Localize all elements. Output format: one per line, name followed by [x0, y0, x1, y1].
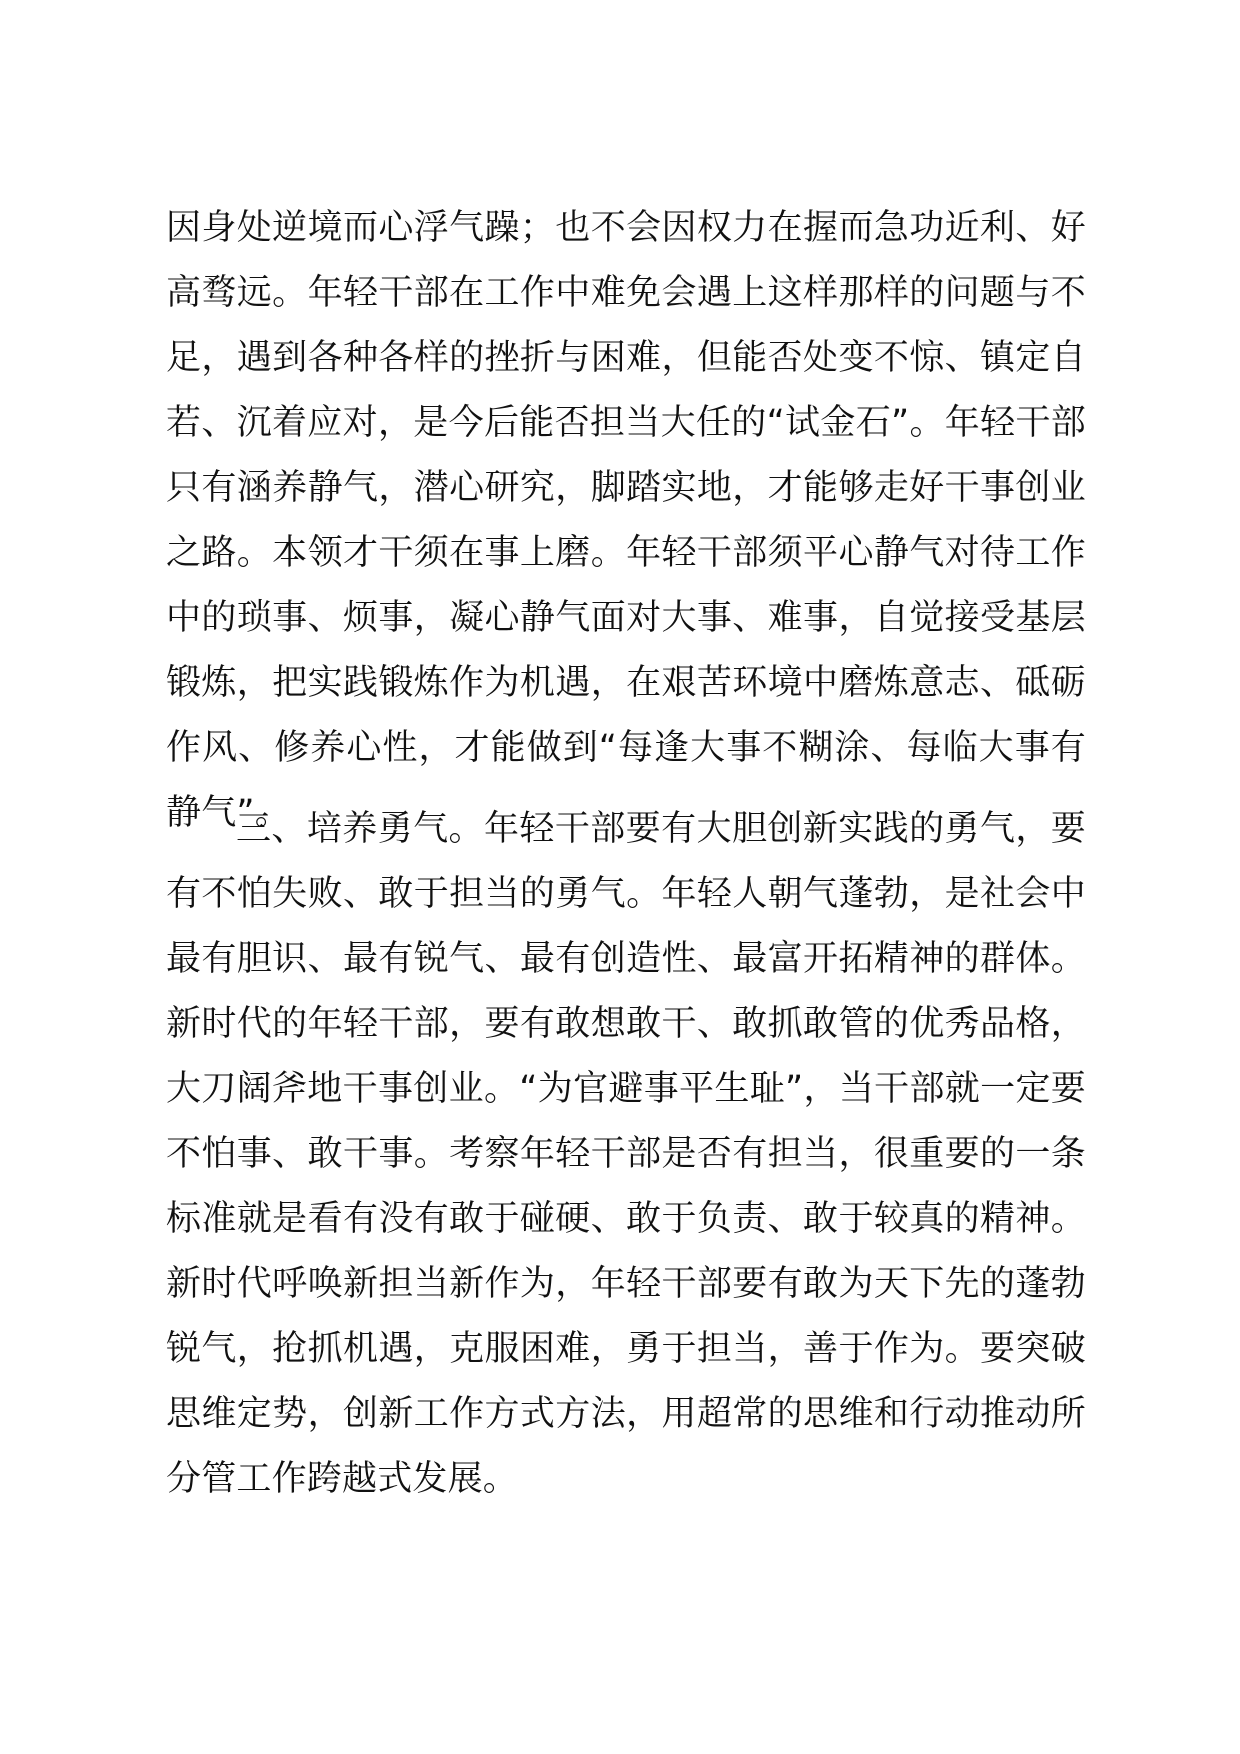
body-paragraph-continued: 因身处逆境而心浮气躁；也不会因权力在握而急功近利、好高骛远。年轻干部在工作中难免会遇上这样那样的问题与不足，遇到各种各样的挫折与困难，但能否处变不惊、镇定自若、沉着应对，是今后能否担当大任的“试金石”。年轻干部只有涵养静气，潜心研究，脚踏实地，才能够走好干事创业之路。本领才干须在事上磨。年轻干部须平心静气对待工作中的琐事、烦事，凝心静气面对大事、难事，自觉接受基层锻炼，把实践锻炼作为机遇，在艰苦环境中磨炼意志、砥砺作风、修养心性，才能做到“每逢大事不糊涂、每临大事有静气”。	[166, 208, 1086, 833]
body-paragraph-section-three: 三、培养勇气。年轻干部要有大胆创新实践的勇气，要有不怕失败、敢于担当的勇气。年轻人朝气蓬勃，是社会中最有胆识、最有锐气、最有创造性、最富开拓精神的群体。新时代的年轻干部，要有敢想敢干、敢抓敢管的优秀品格，大刀阔斧地干事创业。“为官避事平生耻”，当干部就一定要不怕事、敢干事。考察年轻干部是否有担当，很重要的一条标准就是看有没有敢于碰硬、敢于负责、敢于较真的精神。新时代呼唤新担当新作为，年轻干部要有敢为天下先的蓬勃锐气，抢抓机遇，克服困难，勇于担当，善于作为。要突破思维定势，创新工作方式方法，用超常的思维和行动推动所分管工作跨越式发展。	[166, 809, 1086, 1499]
